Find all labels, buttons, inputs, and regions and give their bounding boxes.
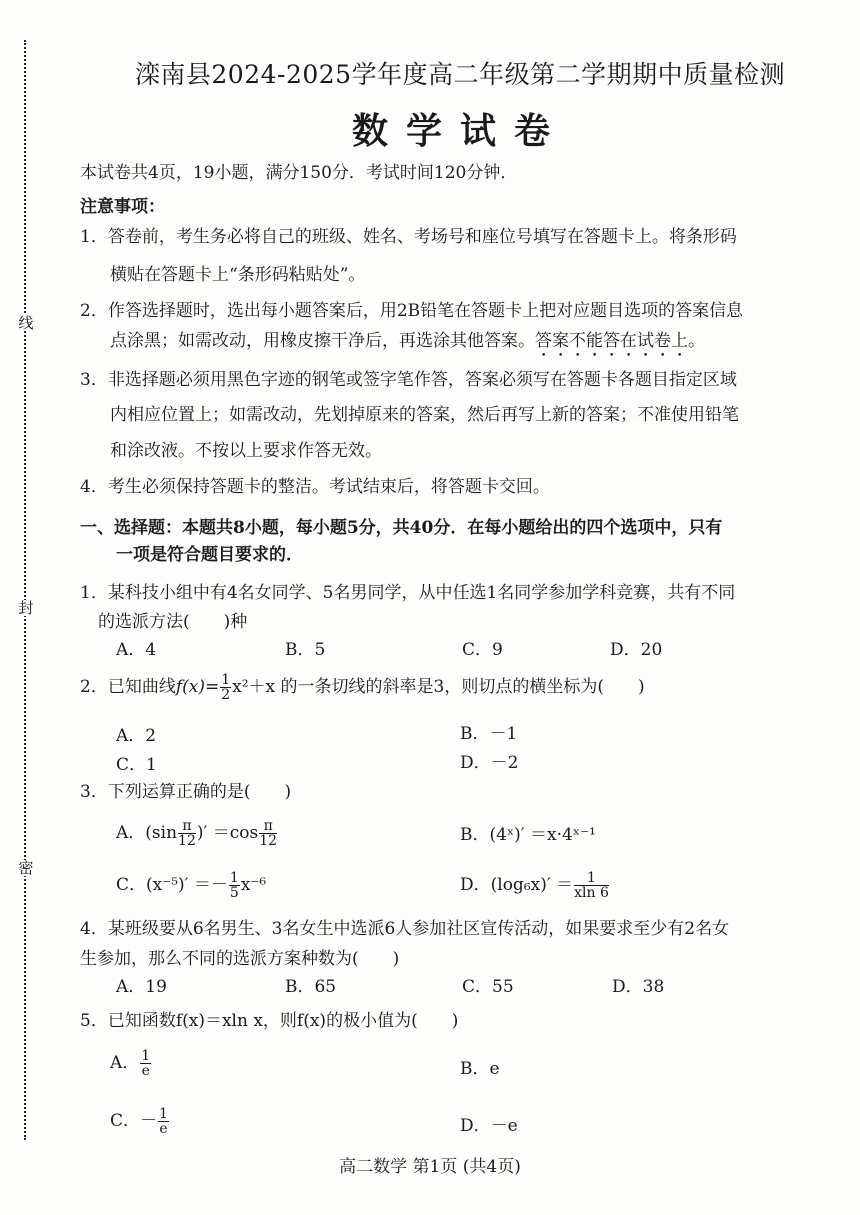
- q5-option-d: D．－e: [460, 1116, 518, 1136]
- q4-option-b: B．65: [285, 977, 337, 997]
- q2-stem: [80, 672, 645, 702]
- q2-function: f(x)=: [175, 677, 220, 697]
- q5-option-c: [110, 1106, 170, 1136]
- note-2-line-1: 2．作答选择题时，选出每小题答案后，用2B铅笔在答题卡上把对应题目选项的答案信息: [80, 301, 744, 321]
- note-2-text: 点涂黑；如需改动，用橡皮擦干净后，再选涂其他答案。: [110, 331, 535, 351]
- q2-option-d: D．－2: [460, 753, 519, 773]
- q2-fraction-den: 2: [221, 687, 231, 703]
- q3-d-fraction: [574, 871, 609, 900]
- q1-stem-1: 1．某科技小组中有4名女同学、5名男同学，从中任选1名同学参加学科竞赛，共有不同: [80, 583, 736, 603]
- q3-c-fraction: [229, 871, 240, 900]
- q3-option-c: [116, 870, 266, 900]
- binding-margin: [18, 40, 32, 1140]
- q3-option-a: [116, 818, 278, 848]
- q5-option-b: B．e: [460, 1059, 500, 1079]
- q2-text-pre: 2．已知曲线: [80, 677, 176, 697]
- q4-option-a: A．19: [116, 977, 167, 997]
- q3-a-den-2: 12: [259, 833, 278, 849]
- page-footer: 高二数学 第1页 (共4页): [339, 1157, 521, 1177]
- q2-fraction-num: 1: [221, 672, 231, 688]
- q4-stem-2: 生参加，那么不同的选派方案种数为( ): [80, 949, 400, 969]
- note-3-line-2: 内相应位置上；如需改动，先划掉原来的答案，然后再写上新的答案；不准使用铅笔: [110, 405, 739, 425]
- notes-heading: 注意事项：: [80, 197, 165, 217]
- q3-a-mid: )′ ＝cos: [196, 823, 259, 843]
- q2-option-c: C．1: [116, 755, 157, 775]
- exam-title: 滦南县2024-2025学年度高二年级第二学期期中质量检测: [134, 60, 786, 89]
- q3-stem: 3．下列运算正确的是( ): [80, 782, 292, 802]
- q3-c-den: 5: [229, 885, 239, 901]
- q5-c-label: C．－: [110, 1111, 158, 1131]
- q3-c-post: x⁻⁶: [240, 875, 267, 895]
- q5-a-label: A．: [110, 1053, 140, 1073]
- intro-text: 本试卷共4页，19小题，满分150分．考试时间120分钟．: [80, 163, 518, 183]
- q5-c-num: 1: [159, 1106, 168, 1122]
- note-3-line-1: 3．非选择题必须用黑色字迹的钢笔或签字笔作答，答案必须写在答题卡各题目指定区域: [80, 370, 737, 390]
- q2-option-a: A．2: [116, 726, 157, 746]
- q3-a-fraction-2: [259, 819, 277, 848]
- q1-option-b: B．5: [285, 640, 326, 660]
- q5-c-den: e: [159, 1121, 168, 1137]
- q5-stem: 5．已知函数f(x)＝xln x，则f(x)的极小值为( ): [80, 1011, 459, 1031]
- q3-option-b: B．(4ˣ)′ ＝x·4ˣ⁻¹: [460, 825, 596, 845]
- q3-a-pi-1: π: [178, 819, 196, 834]
- section-1-line-1: 一、选择题：本题共8小题，每小题5分，共40分．在每小题给出的四个选项中，只有: [80, 518, 723, 538]
- q1-option-d: D．20: [610, 640, 663, 660]
- q5-c-fraction: [158, 1107, 169, 1136]
- q5-a-fraction: [140, 1049, 151, 1078]
- q2-fraction: [220, 673, 231, 702]
- note-1-line-2: 横贴在答题卡上“条形码粘贴处”。: [110, 265, 366, 285]
- exam-subtitle: 数学试卷: [351, 110, 568, 152]
- q5-a-den: e: [141, 1063, 150, 1079]
- q3-option-d: [460, 870, 610, 900]
- binding-label-feng: 封: [18, 599, 34, 617]
- q1-option-c: C．9: [462, 640, 503, 660]
- note-2-period: 。: [688, 331, 705, 351]
- note-2-line-2: [110, 326, 705, 361]
- q3-a-pre: A．(sin: [116, 823, 178, 843]
- q3-a-pi-2: π: [259, 819, 277, 834]
- q4-option-c: C．55: [462, 977, 514, 997]
- q5-option-a: [110, 1048, 152, 1078]
- q5-a-num: 1: [141, 1048, 151, 1064]
- q3-d-num: 1: [574, 871, 609, 886]
- q3-c-pre: C．(x⁻⁵)′ ＝－: [116, 875, 228, 895]
- q4-stem-1: 4．某班级要从6名男生、3名女生中选派6人参加社区宣传活动，如果要求至少有2名女: [80, 919, 730, 939]
- q3-a-fraction-1: [178, 819, 196, 848]
- q1-option-a: A．4: [116, 640, 157, 660]
- note-3-line-3: 和涂改液。不按以上要求作答无效。: [110, 441, 382, 461]
- section-1-line-2: 一项是符合题目要求的．: [116, 545, 303, 565]
- q3-d-pre: D．(log₆x)′ ＝: [460, 875, 574, 895]
- note-1-line-1: 1．答卷前，考生务必将自己的班级、姓名、考场号和座位号填写在答题卡上。将条形码: [80, 227, 737, 247]
- q1-stem-2: 的选派方法( )种: [98, 612, 248, 632]
- q3-d-den: xln 6: [574, 885, 609, 901]
- q2-text-post: x²＋x 的一条切线的斜率是3，则切点的横坐标为( ): [232, 677, 645, 697]
- q2-option-b: B．－1: [460, 724, 518, 744]
- q4-option-d: D．38: [612, 977, 665, 997]
- note-4: 4．考生必须保持答题卡的整洁。考试结束后，将答题卡交回。: [80, 477, 550, 497]
- binding-label-mi: 密: [18, 859, 34, 877]
- q3-c-num: 1: [229, 870, 239, 886]
- binding-label-xian: 线: [18, 314, 34, 332]
- q3-a-den-1: 12: [178, 833, 196, 849]
- note-2-emphasis: 答案不能答在试卷上: [535, 331, 688, 351]
- dotted-cut-line: [24, 40, 26, 1140]
